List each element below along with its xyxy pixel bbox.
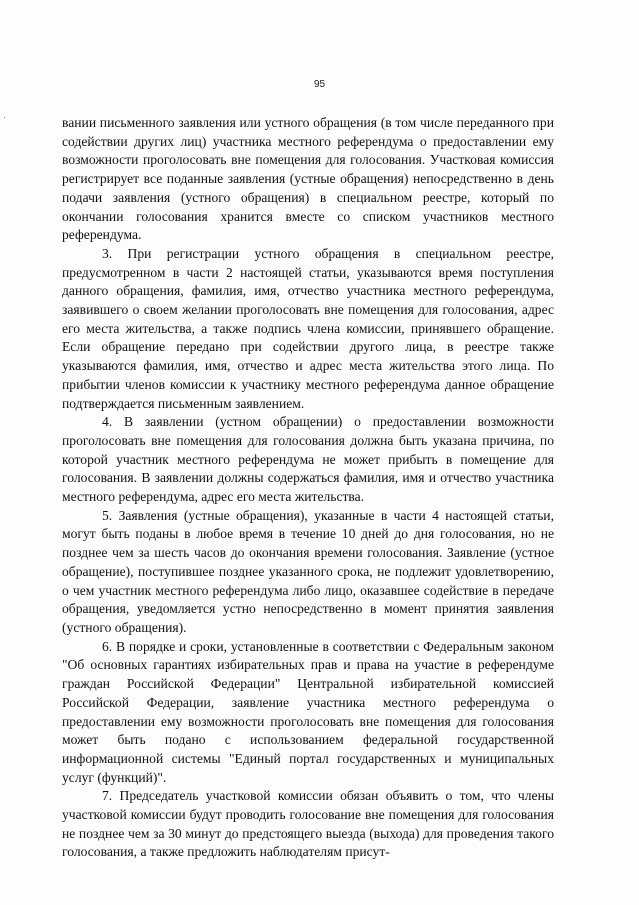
paragraph-item-6: 6. В порядке и сроки, установленные в соответствии с Федеральным законом "Об основных гарантиях избирательных прав и права на участие в референдуме граждан Российской Федерации" Центральной избирательной комиссией Российской Федерации, заявление участника местного референдума о предоставлении ему возможности проголосовать вне помещения для голосования может быть подано с использованием федеральной государственной информационной системы "Единый портал государственных и муниципальных услуг (функций)". [62, 638, 554, 785]
paragraph-item-3: 3. При регистрации устного обращения в специальном реестре, предусмотренном в части 2 настоящей статьи, указываются время поступления данного обращения, фамилия, имя, отчество участника местного референдума, заявившего о своем желании проголосовать вне помещения для голосования, адрес его места жительства, а также подпись члена комиссии, принявшего обращение. Если обращение передано при содействии другого лица, в реестре также указываются фамилия, имя, отчество и адрес места жительства этого лица. По прибытии членов комиссии к участнику местного референдума данное обращение подтверждается письменным заявлением. [62, 245, 554, 411]
paragraph-continuation: вании письменного заявления или устного обращения (в том числе переданного при содействии других лиц) участника местного референдума о предоставлении ему возможности проголосовать вне помещения для голосования. Участковая комиссия регистрирует все поданные заявления (устные обращения) непосредственно в день подачи заявления (устного обращения) в специальном реестре, который по окончании голосования хранится вместе со списком участников местного референдума. [62, 115, 554, 243]
paragraph-item-7: 7. Председатель участковой комиссии обязан объявить о том, что члены участковой комиссии будут проводить голосование вне помещения для голосования не позднее чем за 30 минут до предстоящего выезда (выхода) для проведения такого голосования, а также предложить наблюдателям присут- [62, 788, 554, 860]
document-body [62, 114, 554, 862]
paragraph-item-4: 4. В заявлении (устном обращении) о предоставлении возможности проголосовать вне помещения для голосования должна быть указана причина, по которой участник местного референдума не может прибыть в помещение для голосования. В заявлении должны содержаться фамилия, имя и отчество участника местного референдума, адрес его места жительства. [62, 414, 554, 505]
paragraph-item-5: 5. Заявления (устные обращения), указанные в части 4 настоящей статьи, могут быть поданы в любое время в течение 10 дней до дня голосования, но не позднее чем за шесть часов до окончания времени голосования. Заявление (устное обращение), поступившее позднее указанного срока, не подлежит удовлетворению, о чем участник местного референдума либо лицо, оказавшее содействие в передаче обращения, уведомляется устно непосредственно в момент принятия заявления (устного обращения). [62, 507, 554, 635]
scan-speck [4, 117, 5, 118]
page-number: 95 [313, 79, 326, 90]
